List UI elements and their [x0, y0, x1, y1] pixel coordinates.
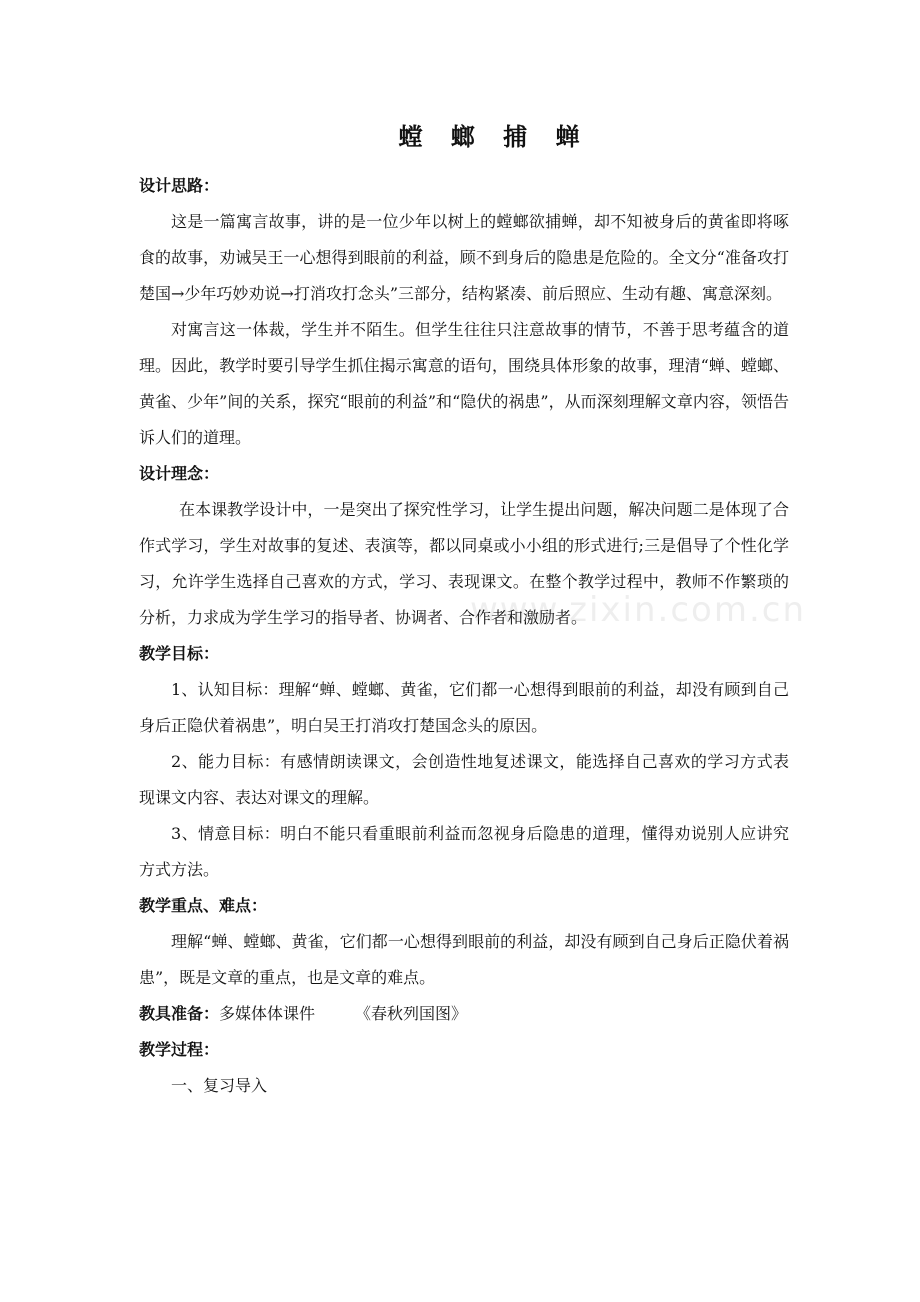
- document-body: [139, 168, 789, 1104]
- section-heading-key-points: 教学重点、难点：: [139, 896, 268, 915]
- paragraph-design-thinking-2: 对寓言这一体裁，学生并不陌生。但学生往往只注意故事的情节，不善于思考蕴含的道理。因此，教学时要引导学生抓住揭示寓意的语句，围绕具体形象的故事，理清“蝉、螳螂、黄雀、少年”间的关系，探究“眼前的利益”和“隐伏的祸患”，从而深刻理解文章内容，领悟告诉人们的道理。: [139, 320, 789, 447]
- materials-label: 教具准备：: [139, 1004, 220, 1023]
- materials-line: [139, 996, 789, 1032]
- watermark: www.zixin.com.cn: [470, 590, 806, 630]
- teaching-goal-3: 3、情意目标：明白不能只看重眼前利益而忽视身后隐患的道理，懂得劝说别人应讲究方式方法。: [139, 824, 789, 879]
- teaching-goal-1: 1、认知目标：理解“蝉、螳螂、黄雀，它们都一心想得到眼前的利益，却没有顾到自己身后正隐伏着祸患”，明白吴王打消攻打楚国念头的原因。: [139, 680, 789, 735]
- process-step-1: 一、复习导入: [171, 1076, 268, 1095]
- materials-item-1: 多媒体体课件: [219, 1004, 316, 1023]
- section-heading-process: 教学过程：: [139, 1040, 220, 1059]
- teaching-goal-2: 2、能力目标：有感情朗读课文，会创造性地复述课文，能选择自己喜欢的学习方式表现课文内容、表达对课文的理解。: [139, 752, 789, 807]
- paragraph-design-concept: 在本课教学设计中，一是突出了探究性学习，让学生提出问题，解决问题二是体现了合作式学习，学生对故事的复述、表演等，都以同桌或小小组的形式进行;三是倡导了个性化学习，允许学生选择自己喜欢的方式，学习、表现课文。在整个教学过程中，教师不作繁琐的分析，力求成为学生学习的指导者、协调者、合作者和激励者。: [139, 500, 789, 627]
- section-heading-design-thinking: 设计思路：: [139, 176, 220, 195]
- materials-item-2: 《春秋列国图》: [355, 1004, 468, 1023]
- paragraph-design-thinking-1: 这是一篇寓言故事，讲的是一位少年以树上的螳螂欲捕蝉，却不知被身后的黄雀即将啄食的故事，劝诫吴王一心想得到眼前的利益，顾不到身后的隐患是危险的。全文分“准备攻打楚国→少年巧妙劝说→打消攻打念头”三部分，结构紧凑、前后照应、生动有趣、寓意深刻。: [139, 212, 789, 303]
- section-heading-design-concept: 设计理念：: [139, 464, 220, 483]
- paragraph-key-points: 理解“蝉、螳螂、黄雀，它们都一心想得到眼前的利益，却没有顾到自己身后正隐伏着祸患”，既是文章的重点，也是文章的难点。: [139, 932, 789, 987]
- section-heading-teaching-goals: 教学目标：: [139, 644, 220, 663]
- document-title: 螳 螂 捕 蝉: [398, 122, 590, 151]
